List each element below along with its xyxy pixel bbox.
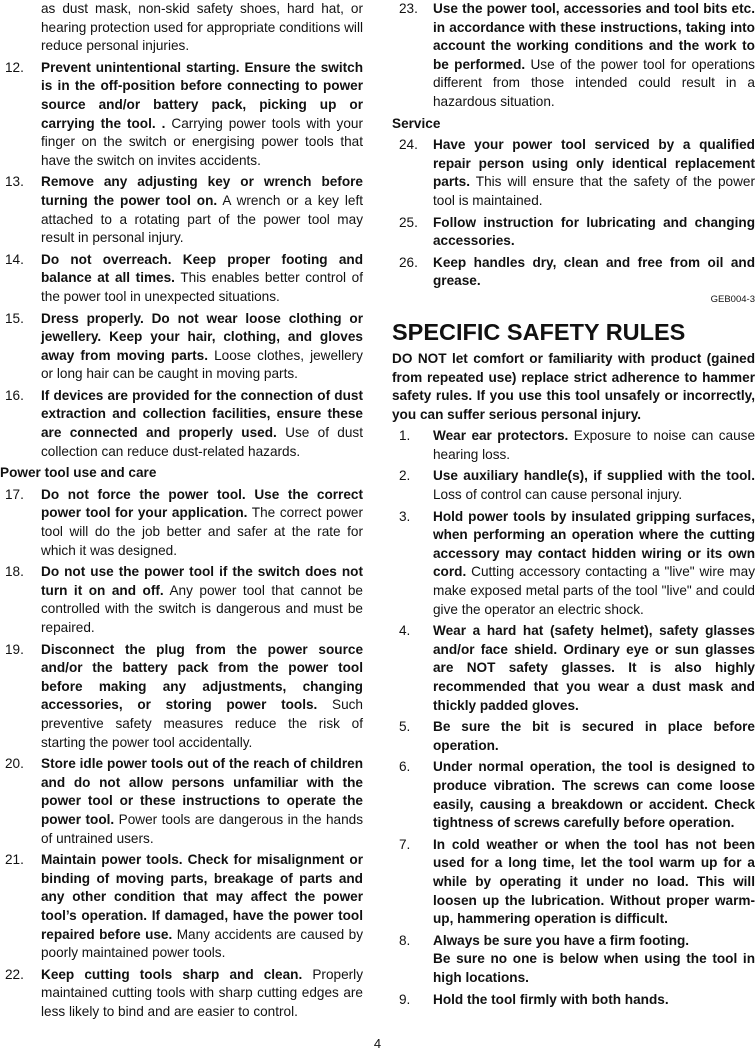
list-item bbox=[0, 966, 363, 1022]
document-code: GEB004-3 bbox=[710, 293, 755, 305]
item-number: 14. bbox=[5, 251, 24, 267]
item-number: 19. bbox=[5, 641, 24, 657]
general-rules-list-a bbox=[0, 59, 363, 461]
item-bold-text: Keep cutting tools sharp and clean. bbox=[41, 966, 303, 982]
item-bold-text: Under normal operation, the tool is designed to produce vibration. The screws can come loose easily, causing a breakdown or accident. Check tightness of screws carefully before operation. bbox=[433, 759, 755, 831]
list-item bbox=[0, 310, 363, 384]
page-title: SPECIFIC SAFETY RULES bbox=[392, 318, 686, 345]
list-item bbox=[0, 251, 363, 307]
right-column bbox=[392, 0, 755, 1012]
list-item bbox=[392, 991, 755, 1010]
item-number: 13. bbox=[5, 174, 24, 190]
item-bold-text: Always be sure you have a firm footing. Be sure no one is below when using the tool in high locations. bbox=[433, 932, 755, 985]
item-bold-text: Wear ear protectors. bbox=[433, 428, 569, 444]
list-item bbox=[392, 427, 755, 464]
general-rules-list-c bbox=[392, 0, 755, 112]
section-heading-power-tool-use: Power tool use and care bbox=[0, 465, 157, 481]
item-number: 25. bbox=[399, 214, 418, 230]
item-bold-text: If devices are provided for the connection of dust extraction and collection facilities, ensure these are connected and properly used. bbox=[41, 387, 363, 441]
item-number: 5. bbox=[399, 719, 411, 735]
item-bold-text: Do not overreach. Keep proper footing and balance at all times. bbox=[41, 251, 363, 286]
item-bold-text: Do not use the power tool if the switch does not turn it on and off. bbox=[41, 564, 363, 598]
item-bold-text: In cold weather or when the tool has not been used for a long time, let the tool warm up for a while by operating it under no load. This will loosen up the lubrication. Without proper warm-up, hammering operation is difficult. bbox=[433, 836, 755, 927]
item-text: Use of the power tool for operations different from those intended could result in a hazardous situation. bbox=[433, 56, 755, 109]
item-bold-text: Maintain power tools. Check for misalignment or binding of moving parts, breakage of parts and any other condition that may affect the power tool’s operation. If damaged, have the power tool repaired before use. bbox=[41, 852, 363, 942]
item-number: 20. bbox=[5, 756, 24, 772]
item-bold-text: Hold power tools by insulated gripping surfaces, when performing an operation where the cutting accessory may contact hidden wiring or its own cord. bbox=[433, 508, 755, 580]
list-item bbox=[392, 932, 755, 988]
list-item bbox=[0, 173, 363, 247]
item-text: Loose clothes, jewellery or long hair can be caught in moving parts. bbox=[41, 347, 363, 382]
item-number: 9. bbox=[399, 991, 411, 1007]
item-text: A wrench or a key left attached to a rotating part of the power tool may result in personal injury. bbox=[41, 192, 363, 246]
list-item bbox=[0, 387, 363, 461]
item-bold-text: Use the power tool, accessories and tool bits etc. in accordance with these instructions, taking into account the working conditions and the work to be performed. bbox=[433, 1, 755, 72]
item-text: This will ensure that the safety of the power tool is maintained. bbox=[433, 174, 755, 208]
list-item bbox=[392, 0, 755, 112]
item-text: Such preventive safety measures reduce the risk of starting the power tool accidentally. bbox=[41, 697, 363, 750]
item-text: Many accidents are caused by poorly maintained power tools. bbox=[41, 926, 363, 961]
list-item bbox=[392, 758, 755, 832]
item-text: Carrying power tools with your finger on the switch or energising power tools that have the switch on invites accidents. bbox=[41, 115, 363, 168]
item-text: Use of dust collection can reduce dust-related hazards. bbox=[41, 425, 363, 459]
item-number: 23. bbox=[399, 1, 418, 16]
item-number: 12. bbox=[5, 59, 24, 75]
item-number: 26. bbox=[399, 254, 418, 270]
item-text: Cutting accessory contacting a "live" wire may make exposed metal parts of the tool "live" and could give the operator an electric shock. bbox=[433, 564, 755, 617]
general-rules-list-b bbox=[0, 486, 363, 1022]
left-column bbox=[0, 0, 363, 1024]
item-text: Exposure to noise can cause hearing loss. bbox=[433, 428, 755, 462]
item-bold-text: Dress properly. Do not wear loose clothing or jewellery. Keep your hair, clothing, and gloves away from moving parts. bbox=[41, 310, 363, 363]
item-number: 21. bbox=[5, 852, 24, 868]
item-bold-text: Be sure the bit is secured in place before operation. bbox=[433, 719, 755, 753]
item-number: 16. bbox=[5, 387, 24, 403]
item-number: 8. bbox=[399, 932, 411, 948]
continuation-text: as dust mask, non-skid safety shoes, hard hat, or hearing protection used for appropriate conditions will reduce personal injuries. bbox=[41, 1, 363, 54]
item-text: Properly maintained cutting tools with sharp cutting edges are less likely to bind and are easier to control. bbox=[41, 966, 363, 1019]
item-bold-text: Keep handles dry, clean and free from oil and grease. bbox=[433, 254, 755, 289]
specific-rules-list bbox=[392, 427, 755, 1009]
item-number: 22. bbox=[5, 966, 24, 982]
page-number: 4 bbox=[373, 1036, 382, 1051]
item-bold-text: Hold the tool firmly with both hands. bbox=[433, 991, 669, 1007]
item-text: Any power tool that cannot be controlled with the switch is dangerous and must be repaired. bbox=[41, 582, 363, 635]
service-list bbox=[392, 136, 755, 291]
item-number: 24. bbox=[399, 137, 418, 153]
item-number: 15. bbox=[5, 310, 24, 326]
item-bold-text: Follow instruction for lubricating and changing accessories. bbox=[433, 214, 755, 249]
item-bold-text: Remove any adjusting key or wrench before turning the power tool on. bbox=[41, 174, 363, 208]
list-item bbox=[0, 59, 363, 171]
item-text: This enables better control of the power tool in unexpected situations. bbox=[41, 270, 363, 304]
intro-warning: DO NOT let comfort or familiarity with product (gained from repeated use) replace strict adherence to hammer safety rules. If you use this tool unsafely or incorrectly, you can suffer serious personal injury. bbox=[392, 350, 755, 422]
list-item bbox=[0, 755, 363, 848]
list-item bbox=[392, 136, 755, 210]
list-item bbox=[0, 641, 363, 753]
list-item bbox=[392, 622, 755, 715]
item-number: 1. bbox=[399, 428, 411, 444]
list-item bbox=[392, 836, 755, 929]
item-bold-text: Do not force the power tool. Use the correct power tool for your application. bbox=[41, 486, 363, 521]
list-item bbox=[392, 467, 755, 504]
item-bold-text: Store idle power tools out of the reach of children and do not allow persons unfamiliar with the power tool or these instructions to operate the power tool. bbox=[41, 756, 363, 827]
item-number: 2. bbox=[399, 468, 411, 484]
item-text: Power tools are dangerous in the hands of untrained users. bbox=[41, 811, 363, 846]
item-bold-text: Wear a hard hat (safety helmet), safety glasses and/or face shield. Ordinary eye or sun glasses are NOT safety glasses. It is also highly recommended that you wear a dust mask and thickly padded gloves. bbox=[433, 623, 755, 713]
section-heading-service: Service bbox=[392, 115, 441, 131]
item-number: 3. bbox=[399, 508, 411, 524]
list-item bbox=[0, 563, 363, 637]
list-item bbox=[392, 508, 755, 620]
item-number: 17. bbox=[5, 486, 24, 502]
item-number: 6. bbox=[399, 759, 411, 775]
item-bold-text: Disconnect the plug from the power source and/or the battery pack from the power tool before making any adjustments, changing accessories, or storing power tools. bbox=[41, 641, 363, 713]
list-item bbox=[392, 254, 755, 291]
list-item bbox=[0, 851, 363, 963]
item-bold-text: Prevent unintentional starting. Ensure the switch is in the off-position before connecting to power source and/or battery pack, picking up or carrying the tool. . bbox=[41, 59, 363, 131]
item-number: 7. bbox=[399, 836, 411, 852]
item-number: 4. bbox=[399, 623, 411, 639]
list-item bbox=[0, 486, 363, 560]
item-bold-text: Use auxiliary handle(s), if supplied with the tool. bbox=[433, 468, 755, 484]
item-bold-text: Have your power tool serviced by a qualified repair person using only identical replacement parts. bbox=[433, 137, 755, 190]
item-number: 18. bbox=[5, 564, 24, 580]
item-text: Loss of control can cause personal injury. bbox=[433, 487, 683, 503]
item-text: The correct power tool will do the job better and safer at the rate for which it was designed. bbox=[41, 505, 364, 558]
list-item bbox=[392, 214, 755, 251]
list-item bbox=[392, 718, 755, 755]
